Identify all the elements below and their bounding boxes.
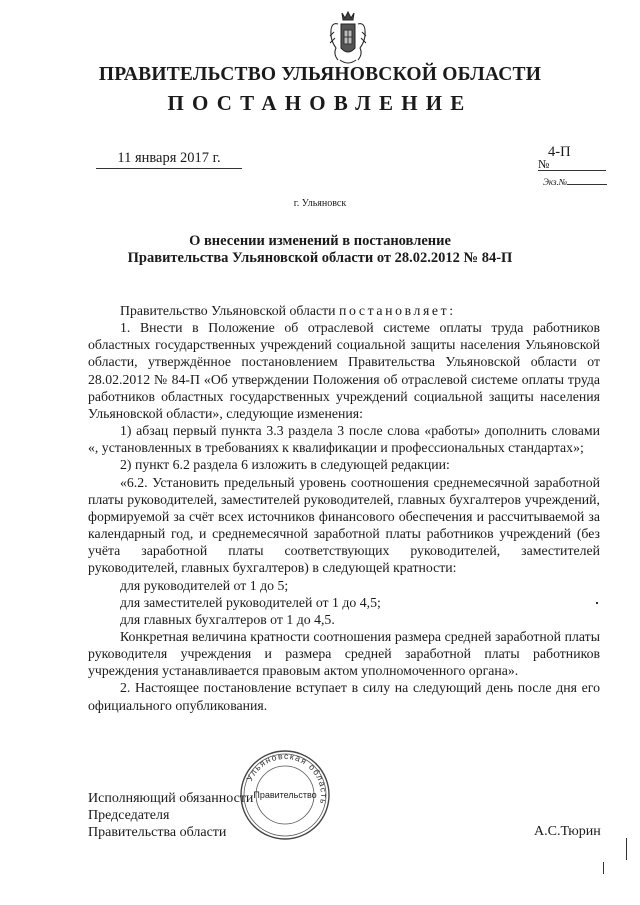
- copy-number-field: [543, 176, 607, 187]
- official-seal-stamp: [238, 748, 332, 842]
- ratio-line-deputies: для заместителей руководителей от 1 до 4,5;: [120, 594, 381, 610]
- paragraph-1-item-1: 1) абзац первый пункта 3.3 раздела 3 после слова «работы» дополнить словами «, установленных в требованиях к квалификации и профессиональных стандартах»;: [88, 423, 600, 456]
- paragraph-6-2: «6.2. Установить предельный уровень соотношения среднемесячной заработной платы руководителей, заместителей руководителей, главных бухгалтеров учреждений, формируемой за счёт всех источников финансового обеспечения и рассчитываемой за календарный год, и среднемесячной заработной платы работников учреждений (без учёта заработной платы соответствующих руководителей, заместителей руководителей, главных бухгалтеров) в следующей кратности:: [88, 474, 600, 576]
- signatory-line-1: Исполняющий обязанности: [88, 791, 254, 806]
- ratio-line-managers: для руководителей от 1 до 5;: [120, 577, 289, 593]
- number-field: [538, 158, 606, 171]
- scan-mark: [603, 862, 604, 874]
- document-body: [88, 302, 600, 714]
- coat-of-arms-emblem: [328, 10, 368, 66]
- intro-resolve-word: постановляет:: [339, 303, 456, 318]
- subject-line-1: О внесении изменений в постановление: [189, 233, 451, 249]
- paragraph-concrete-ratio: Конкретная величина кратности соотношения размера средней заработной платы руководителя учреждения и размера средней заработной платы работников учреждения устанавливается правовым актом уполномоченного органа».: [88, 628, 600, 679]
- copy-label: Экз.№: [543, 177, 568, 187]
- number-label: №: [538, 157, 550, 171]
- document-number: 4-П: [548, 144, 571, 160]
- city-name: г. Ульяновск: [293, 198, 347, 209]
- scan-mark: [626, 838, 627, 860]
- ratio-line-accountants: для главных бухгалтеров от 1 до 4,5.: [120, 611, 335, 627]
- scan-dot: [596, 602, 598, 604]
- signer-name: А.С.Тюрин: [534, 824, 601, 839]
- seal-ring-text: Ульяновская область: [244, 750, 330, 806]
- document-type-title: ПОСТАНОВЛЕНИЕ: [167, 91, 473, 115]
- intro-text: Правительство Ульяновской области: [120, 303, 340, 318]
- signatory-line-2: Председателя: [88, 808, 170, 823]
- paragraph-1-item-2: 2) пункт 6.2 раздела 6 изложить в следующей редакции:: [120, 457, 450, 473]
- paragraph-1: 1. Внести в Положение об отраслевой системе оплаты труда работников областных государственных учреждений социальной защиты населения Ульяновской области, утверждённое постановлением Правительства Ульяновской области от 28.02.2012 № 84-П «Об утверждении Положения об отраслевой системе оплаты труда работников областных государственных учреждений социальной защиты населения Ульяновской области», следующие изменения:: [88, 320, 600, 421]
- subject-line-2: Правительства Ульяновской области от 28.02.2012 № 84-П: [127, 250, 513, 266]
- seal-center-text: Правительство: [253, 790, 317, 800]
- document-subject: [0, 233, 640, 267]
- signatory-title: [88, 790, 253, 841]
- document-date: 11 января 2017 г.: [96, 150, 242, 169]
- signatory-line-3: Правительства области: [88, 825, 227, 840]
- government-name: ПРАВИТЕЛЬСТВО УЛЬЯНОВСКОЙ ОБЛАСТИ: [98, 64, 542, 85]
- intro-paragraph: [88, 302, 600, 319]
- paragraph-2: 2. Настоящее постановление вступает в силу на следующий день после дня его официального опубликования.: [88, 680, 600, 713]
- copy-number-line: [567, 176, 607, 185]
